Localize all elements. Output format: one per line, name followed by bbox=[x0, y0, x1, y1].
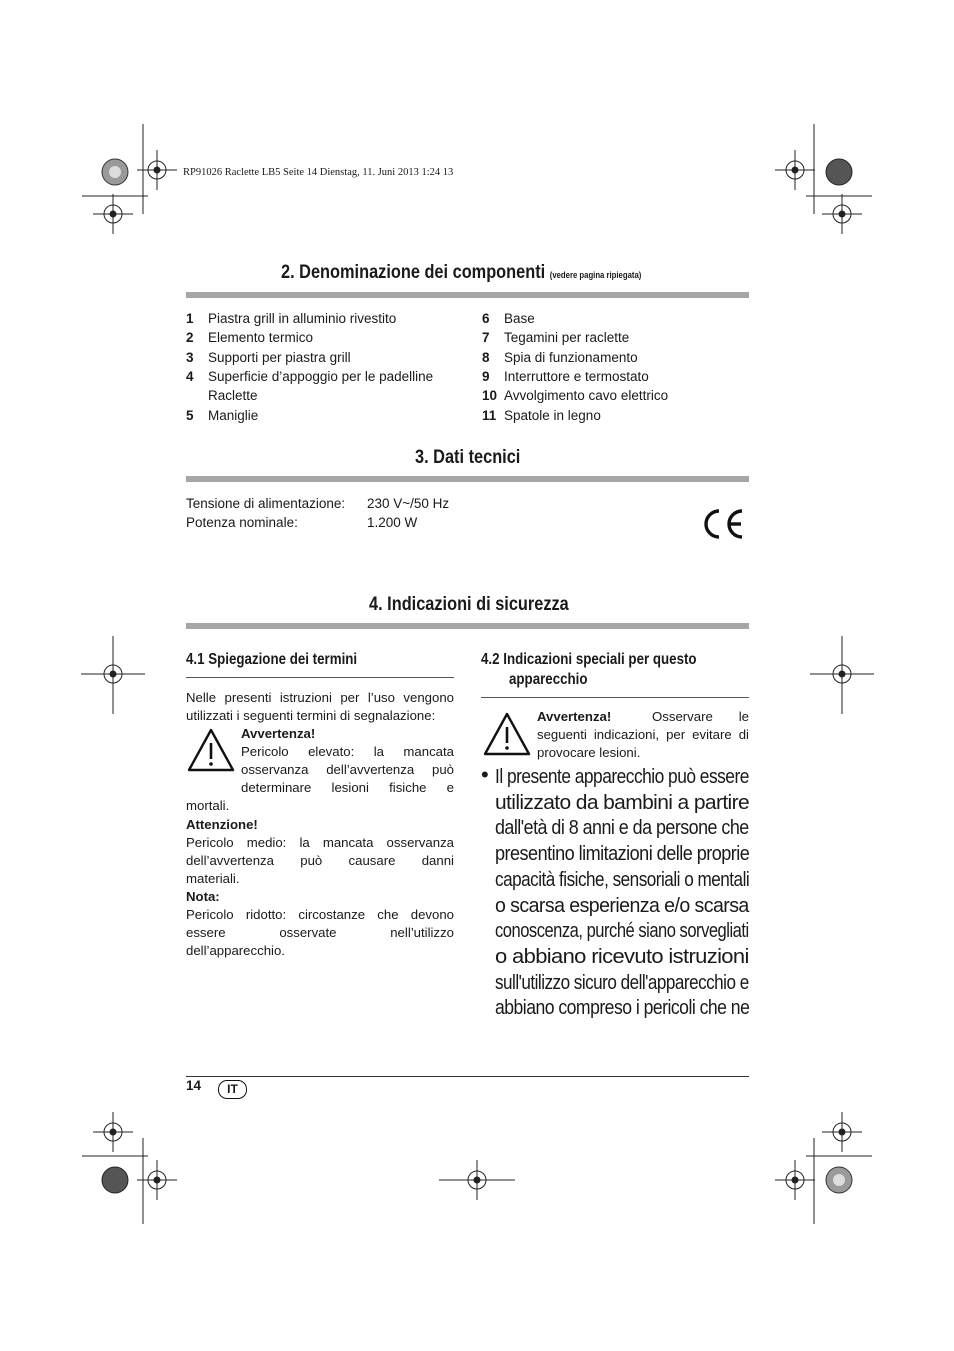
section-2-rule bbox=[186, 292, 749, 298]
warning-triangle-icon bbox=[482, 711, 532, 757]
warning-line-4: mortali. bbox=[186, 798, 230, 813]
special-warning-text bbox=[652, 708, 749, 726]
warning-line-3: determinare lesioni fisiche e bbox=[241, 780, 454, 795]
component-label: Interruttore e termostato bbox=[504, 368, 649, 384]
note-label: Nota: bbox=[186, 889, 220, 904]
component-number: 7 bbox=[482, 330, 490, 346]
component-number: 6 bbox=[482, 311, 490, 326]
warning-line-2: osservanza dell’avvertenza può bbox=[241, 762, 454, 777]
warning-line-1: Pericolo elevato: la mancata bbox=[241, 744, 454, 759]
intro-line-1: Nelle presenti istruzioni per l’uso vengono bbox=[186, 690, 454, 705]
bullet-text-line: sull'utilizzo sicuro dell'apparecchio e bbox=[495, 970, 749, 994]
special-warning-rest: Osservare le bbox=[652, 709, 749, 724]
attention-line-2: dell’avvertenza può causare danni bbox=[186, 853, 454, 868]
component-number: 4 bbox=[186, 368, 194, 384]
note-line-1: Pericolo ridotto: circostanze che devono bbox=[186, 907, 454, 922]
bullet-text-line: conoscenza, purché siano sorvegliati bbox=[495, 919, 749, 943]
component-label: Avvolgimento cavo elettrico bbox=[504, 388, 669, 404]
bullet-text-line: Il presente apparecchio può essere bbox=[495, 765, 749, 788]
page-number: 14 bbox=[186, 1078, 202, 1093]
subsection-4-1-rule bbox=[186, 677, 454, 678]
attention-line-3: materiali. bbox=[186, 871, 240, 886]
subsection-4-2-title-line-1: 4.2 Indicazioni speciali per questo bbox=[481, 651, 697, 668]
print-info: RP91026 Raclette LB5 Seite 14 Dienstag, 11. Juni 2013 1:24 13 bbox=[183, 167, 454, 178]
bullet-text-line: presentino limitazioni delle proprie bbox=[495, 842, 750, 866]
components-list-left bbox=[186, 309, 466, 429]
component-number: 8 bbox=[482, 349, 490, 365]
bullet-text-line: abbiano compreso i pericoli che ne bbox=[495, 996, 750, 1020]
tech-value-power: 1.200 W bbox=[367, 515, 418, 530]
subsection-4-2-rule bbox=[481, 697, 749, 698]
section-4-title: 4. Indicazioni di sicurezza bbox=[369, 594, 569, 615]
component-number: 1 bbox=[186, 311, 194, 326]
component-number: 10 bbox=[482, 388, 498, 404]
section-2-title: 2. Denominazione dei componenti bbox=[281, 262, 546, 283]
warning-triangle-icon bbox=[186, 727, 236, 773]
component-label: Base bbox=[504, 311, 535, 326]
warning-label: Avvertenza! bbox=[241, 726, 316, 741]
bullet-text-line: o abbiano ricevuto istruzioni bbox=[495, 944, 749, 968]
component-label: Spatole in legno bbox=[504, 407, 601, 423]
component-label: Spia di funzionamento bbox=[504, 349, 638, 365]
component-label: Tegamini per raclette bbox=[504, 330, 630, 346]
section-2-heading bbox=[281, 262, 641, 284]
section-3-rule bbox=[186, 476, 749, 482]
footer-rule bbox=[186, 1076, 749, 1077]
component-label: Superficie d’appoggio per le padelline bbox=[208, 368, 434, 384]
section-2-note: (vedere pagina ripiegata) bbox=[549, 270, 642, 280]
special-warning-label: Avvertenza! bbox=[537, 709, 612, 724]
component-label: Raclette bbox=[208, 388, 258, 404]
components-list-right bbox=[482, 309, 752, 429]
section-4-rule bbox=[186, 623, 749, 629]
tech-label-voltage: Tensione di alimentazione: bbox=[186, 496, 346, 511]
attention-line-1: Pericolo medio: la mancata osservanza bbox=[186, 835, 454, 850]
special-warning-line-3: provocare lesioni. bbox=[537, 745, 641, 760]
component-number: 2 bbox=[186, 330, 194, 346]
attention-label: Attenzione! bbox=[186, 817, 258, 832]
bullet-text-line: capacità fisiche, sensoriali o mentali bbox=[495, 867, 750, 891]
intro-line-2: utilizzati i seguenti termini di segnalazione: bbox=[186, 708, 436, 723]
component-label: Piastra grill in alluminio rivestito bbox=[208, 311, 397, 326]
subsection-4-1-title: 4.1 Spiegazione dei termini bbox=[186, 651, 358, 668]
component-number: 5 bbox=[186, 407, 194, 423]
component-number: 9 bbox=[482, 368, 490, 384]
bullet-text-line: o scarsa esperienza e/o scarsa bbox=[495, 893, 749, 917]
component-number: 3 bbox=[186, 349, 194, 365]
component-number: 11 bbox=[482, 407, 497, 423]
subsection-4-2-title-line-2: apparecchio bbox=[509, 671, 588, 688]
bullet-text-line: dall'età di 8 anni e da persone che bbox=[495, 816, 749, 840]
ce-mark bbox=[700, 507, 746, 541]
bullet-marker: • bbox=[481, 762, 489, 787]
special-warning-line-2: seguenti indicazioni, per evitare di bbox=[537, 727, 749, 742]
section-3-title: 3. Dati tecnici bbox=[415, 447, 521, 468]
component-label: Maniglie bbox=[208, 407, 259, 423]
component-label: Elemento termico bbox=[208, 330, 314, 346]
language-badge: IT bbox=[218, 1080, 247, 1099]
bullet-text-line: utilizzato da bambini a partire bbox=[495, 790, 750, 814]
note-line-2: essere osservate nell’utilizzo bbox=[186, 925, 454, 940]
component-label: Supporti per piastra grill bbox=[208, 349, 351, 365]
note-line-3: dell’apparecchio. bbox=[186, 943, 285, 958]
tech-label-power: Potenza nominale: bbox=[186, 515, 298, 530]
tech-value-voltage: 230 V~/50 Hz bbox=[367, 496, 450, 511]
